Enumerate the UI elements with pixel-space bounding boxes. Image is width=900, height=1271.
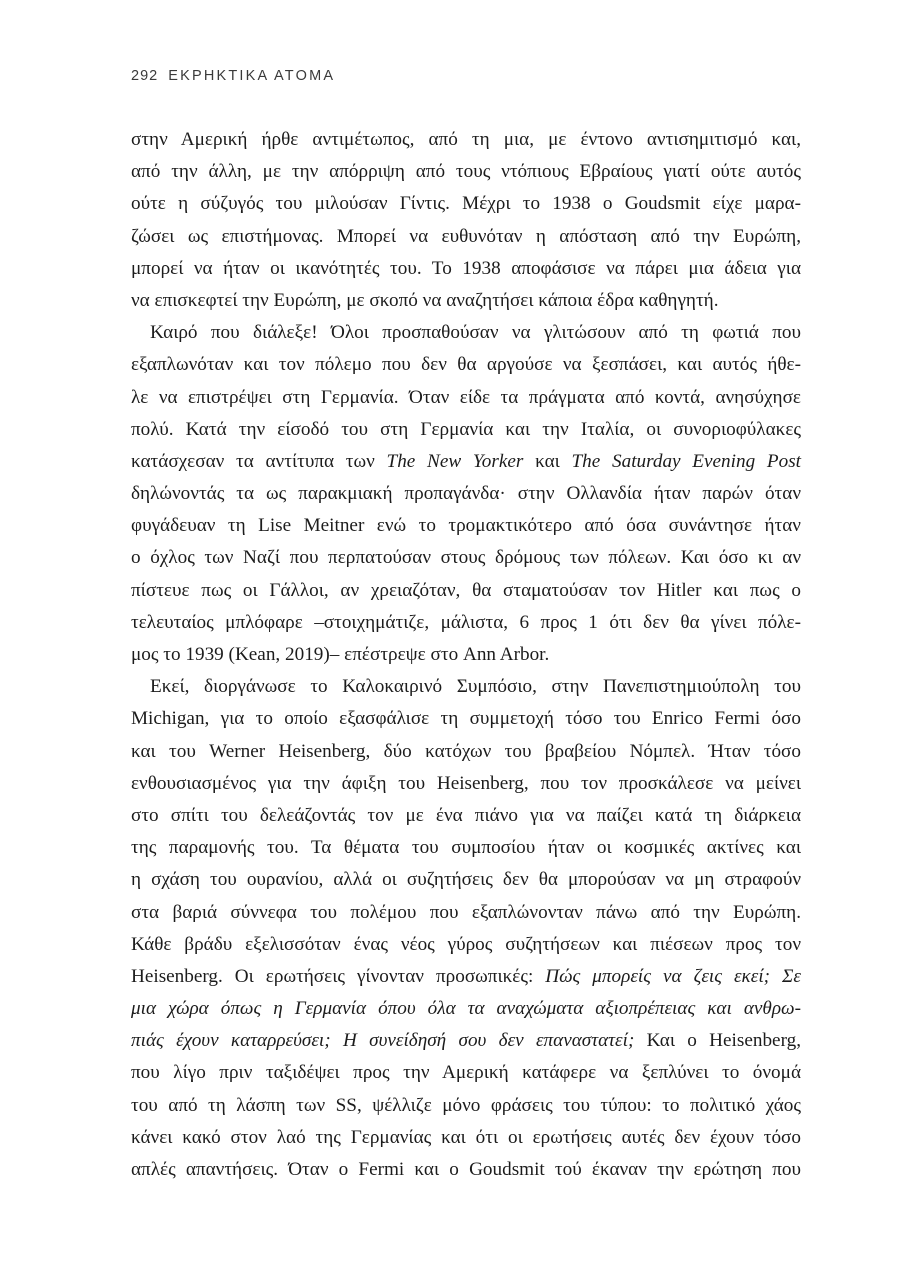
text-line xyxy=(131,285,801,317)
text-segment: μος το 1939 (Kean, 2019)– επέστρεψε στο Ann Arbor. xyxy=(131,644,550,665)
text-segment: στην Αμερική ήρθε αντιμέτωπος, από τη μια, με έντονο αντισημιτισμό και, xyxy=(131,129,801,150)
text-line xyxy=(131,671,801,703)
text-line xyxy=(131,188,801,220)
text-segment: του από τη λάσπη των SS, ψέλλιζε μόνο φράσεις του τύπου: το πολιτικό χάος xyxy=(131,1094,801,1116)
text-segment: και του Werner Heisenberg, δύο κατόχων του βραβείου Νόμπελ. Ήταν τόσο xyxy=(131,740,801,762)
text-segment: και xyxy=(523,450,572,472)
text-segment: ούτε η σύζυγός του μιλούσαν Γίντις. Μέχρι το 1938 ο Goudsmit είχε μαρα- xyxy=(131,193,801,215)
text-line xyxy=(131,768,801,800)
text-line xyxy=(131,1025,801,1057)
text-line xyxy=(131,1090,801,1122)
text-segment: ζώσει ως επιστήμονας. Μπορεί να ευθυνόταν η απόσταση από την Ευρώπη, xyxy=(131,225,801,247)
text-segment: λε να επιστρέψει στη Γερμανία. Όταν είδε τα πράγματα από κοντά, ανησύχησε xyxy=(131,386,801,408)
text-line xyxy=(131,542,801,574)
text-segment: κατάσχεσαν τα αντίτυπα των xyxy=(131,450,387,472)
text-segment: να επισκεφτεί την Ευρώπη, με σκοπό να αναζητήσει κάποια έδρα καθηγητή. xyxy=(131,289,719,311)
book-title: ΕΚΡΗΚΤΙΚΑ ΑΤΟΜΑ xyxy=(168,68,336,84)
text-segment: κάνει κακό στον λαό της Γερμανίας και ότι οι ερωτήσεις αυτές δεν έχουν τόσο xyxy=(131,1126,801,1148)
text-segment: στο σπίτι του δελεάζοντάς τον με ένα πιάνο για να παίζει κατά τη διάρκεια xyxy=(131,804,801,826)
text-line xyxy=(131,897,801,929)
text-line xyxy=(131,961,801,993)
text-line xyxy=(131,800,801,832)
text-segment: που λίγο πριν ταξιδέψει προς την Αμερική κατάφερε να ξεπλύνει το όνομά xyxy=(131,1062,801,1084)
italic-segment: Πώς μπορείς να ζεις εκεί; Σε xyxy=(545,965,801,987)
text-line xyxy=(131,703,801,735)
text-line xyxy=(131,414,801,446)
text-line xyxy=(131,349,801,381)
running-header xyxy=(131,68,335,84)
italic-segment: πιάς έχουν καταρρεύσει; Η συνείδησή σου δεν επαναστατεί; xyxy=(131,1030,635,1052)
text-segment: Εκεί, διοργάνωσε το Καλοκαιρινό Συμπόσιο, στην Πανεπιστημιούπολη του xyxy=(150,676,801,698)
text-segment: στα βαριά σύννεφα του πολέμου που εξαπλώνονταν πάνω από την Ευρώπη. xyxy=(131,901,801,923)
text-segment: εξαπλωνόταν και τον πόλεμο που δεν θα αργούσε να ξεσπάσει, και αυτός ήθε- xyxy=(131,354,801,376)
text-line xyxy=(131,478,801,510)
text-line xyxy=(131,221,801,253)
text-line xyxy=(131,736,801,768)
text-segment: πολύ. Κατά την είσοδό του στη Γερμανία και την Ιταλία, οι συνοριοφύλακες xyxy=(131,418,801,440)
text-segment: δηλώνοντάς τα ως παρακμιακή προπαγάνδα· στην Ολλανδία ήταν παρών όταν xyxy=(131,483,801,505)
text-segment: φυγάδευαν τη Lise Meitner ενώ το τρομακτικότερο από όσα συνάντησε ήταν xyxy=(131,515,801,537)
text-segment: Καιρό που διάλεξε! Όλοι προσπαθούσαν να γλιτώσουν από τη φωτιά που xyxy=(150,322,801,344)
text-segment: Κάθε βράδυ εξελισσόταν ένας νέος γύρος συζητήσεων και πιέσεων προς τον xyxy=(131,933,801,955)
text-segment: Και ο Heisenberg, xyxy=(634,1030,802,1052)
page-number: 292 xyxy=(131,68,159,84)
text-line xyxy=(131,993,801,1025)
text-line xyxy=(131,929,801,961)
text-line xyxy=(131,124,801,156)
text-line xyxy=(131,1122,801,1154)
text-line xyxy=(131,1057,801,1089)
text-segment: από την άλλη, με την απόρριψη από τους ντόπιους Εβραίους γιατί ούτε αυτός xyxy=(131,161,801,183)
text-segment: μπορεί να ήταν οι ικανότητές του. Το 1938 αποφάσισε να πάρει μια άδεια για xyxy=(131,257,801,279)
text-line xyxy=(131,446,801,478)
text-segment: πίστευε πως οι Γάλλοι, αν χρειαζόταν, θα σταματούσαν τον Hitler και πως ο xyxy=(131,579,801,601)
text-segment: τελευταίος μπλόφαρε –στοιχημάτιζε, μάλιστα, 6 προς 1 ότι δεν θα γίνει πόλε- xyxy=(131,611,801,633)
text-line xyxy=(131,382,801,414)
text-segment: απλές απαντήσεις. Όταν ο Fermi και ο Goudsmit τού έκαναν την ερώτηση που xyxy=(131,1159,801,1180)
text-segment: η σχάση του ουρανίου, αλλά οι συζητήσεις δεν θα μπορούσαν να μη στραφούν xyxy=(131,869,801,891)
text-line xyxy=(131,317,801,349)
text-line xyxy=(131,607,801,639)
text-line xyxy=(131,510,801,542)
italic-segment: The Saturday Evening Post xyxy=(571,450,801,472)
italic-segment: The New Yorker xyxy=(386,450,524,472)
text-segment: Heisenberg. Οι ερωτήσεις γίνονταν προσωπικές: xyxy=(131,965,546,987)
body-text xyxy=(131,124,801,1186)
text-line xyxy=(131,253,801,285)
text-line xyxy=(131,832,801,864)
text-segment: της παραμονής του. Τα θέματα του συμποσίου ήταν οι κοσμικές ακτίνες και xyxy=(131,837,801,859)
text-line xyxy=(131,864,801,896)
text-line xyxy=(131,639,801,671)
text-line xyxy=(131,156,801,188)
text-segment: ενθουσιασμένος για την άφιξη του Heisenberg, που τον προσκάλεσε να μείνει xyxy=(131,772,801,794)
text-segment: ο όχλος των Ναζί που περπατούσαν στους δρόμους των πόλεων. Και όσο κι αν xyxy=(131,547,801,569)
italic-segment: μια χώρα όπως η Γερμανία όπου όλα τα αναχώματα αξιοπρέπειας και ανθρω- xyxy=(131,998,801,1020)
text-line xyxy=(131,1154,801,1186)
text-segment: Michigan, για το οποίο εξασφάλισε τη συμμετοχή τόσο του Enrico Fermi όσο xyxy=(131,708,801,730)
text-line xyxy=(131,575,801,607)
